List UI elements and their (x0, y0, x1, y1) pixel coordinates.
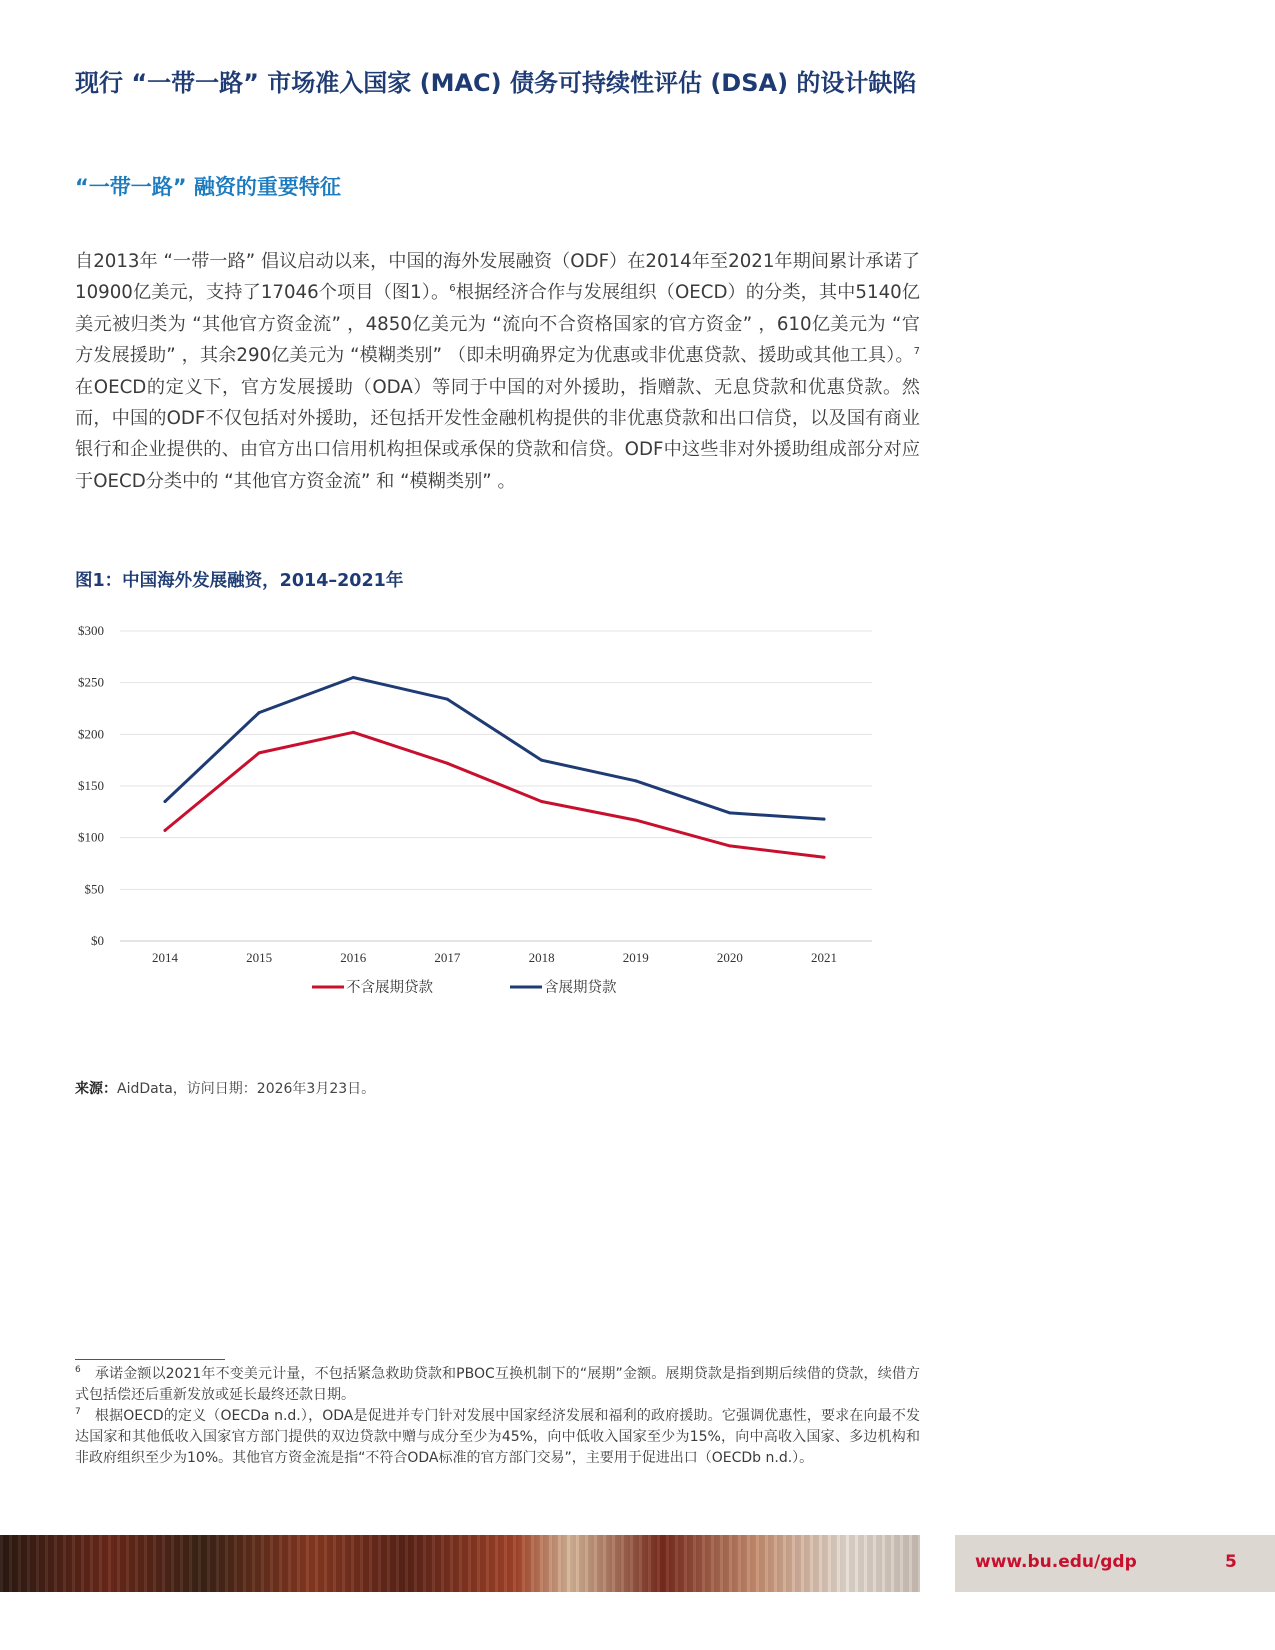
data-point (164, 829, 167, 832)
figure-title: 图1：中国海外发展融资，2014–2021年 (75, 571, 404, 591)
data-point (823, 856, 826, 859)
footnote-7 (75, 1406, 920, 1469)
data-point (446, 762, 449, 765)
y-tick-label: $100 (78, 829, 104, 845)
data-point (634, 819, 637, 822)
data-point (728, 844, 731, 847)
data-point (634, 779, 637, 782)
series-line (165, 678, 824, 820)
data-point (352, 731, 355, 734)
footer-box (955, 1535, 1275, 1592)
data-point (446, 698, 449, 701)
data-point (728, 811, 731, 814)
y-tick-label: $50 (84, 881, 104, 897)
data-point (258, 751, 261, 754)
y-tick-label: $300 (78, 623, 104, 638)
y-tick-label: $200 (78, 726, 104, 742)
line-chart (70, 620, 930, 1040)
data-point (258, 711, 261, 714)
footer-banner-image (0, 1535, 920, 1592)
data-point (823, 818, 826, 821)
footnote-number: 6 (75, 1365, 81, 1376)
x-tick-label: 2021 (811, 950, 837, 965)
x-tick-label: 2015 (246, 950, 273, 965)
page-number: 5 (1225, 1552, 1237, 1572)
body-text-part-1: 自2013年 “一带一路” 倡议启动以来，中国的海外发展融资（ODF）在2014年至2021年期间累计承诺了10900亿美元，支持了17046个项目（图1）。 (75, 251, 920, 304)
body-paragraph (75, 246, 920, 497)
x-tick-label: 2017 (434, 950, 461, 965)
x-tick-label: 2019 (622, 950, 649, 965)
y-tick-label: $150 (78, 778, 104, 793)
body-text-part-2: 根据经济合作与发展组织（OECD）的分类，其中5140亿美元被归类为 “其他官方资金流” ，4850亿美元为 “流向不合资格国家的官方资金” ，610亿美元为 “官方发展援助” ，其余290亿美元为 “模糊类别” （即未明确界定为优惠或非优惠贷款、援助或其他工具）。 (75, 282, 920, 367)
y-tick-label: $0 (91, 933, 104, 948)
source-line (75, 1078, 375, 1098)
footnote-divider (75, 1359, 225, 1360)
x-tick-label: 2018 (528, 950, 555, 965)
footnote-number: 7 (75, 1407, 81, 1418)
data-point (352, 676, 355, 679)
footnote-ref-6[interactable]: 6 (449, 283, 456, 295)
x-tick-label: 2020 (716, 950, 743, 965)
source-text: AidData，访问日期：2026年3月23日。 (117, 1081, 376, 1097)
x-tick-label: 2014 (152, 950, 178, 965)
legend-label: 含展期贷款 (544, 980, 617, 996)
y-tick-label: $250 (78, 674, 104, 690)
data-point (540, 800, 543, 803)
legend-label: 不含展期贷款 (346, 980, 433, 996)
section-heading: “一带一路” 融资的重要特征 (75, 175, 341, 199)
footnote-text: 承诺金额以2021年不变美元计量，不包括紧急救助贷款和PBOC互换机制下的“展期”金额。展期贷款是指到期后续借的贷款，续借方式包括偿还后重新发放或延长最终还款日期。 (75, 1366, 920, 1403)
data-point (540, 759, 543, 762)
footnote-6 (75, 1364, 920, 1406)
footer-url-link[interactable]: www.bu.edu/gdp (975, 1552, 1137, 1572)
x-tick-label: 2016 (340, 950, 367, 965)
footnote-ref-7[interactable]: 7 (913, 346, 920, 358)
document-title: 现行 “一带一路” 市场准入国家 (MAC) 债务可持续性评估 (DSA) 的设计缺陷 (75, 69, 917, 97)
body-text-part-3: 在OECD的定义下，官方发展援助（ODA）等同于中国的对外援助，指赠款、无息贷款和优惠贷款。然而，中国的ODF不仅包括对外援助，还包括开发性金融机构提供的非优惠贷款和出口信贷，以及国有商业银行和企业提供的、由官方出口信用机构担保或承保的贷款和信贷。ODF中这些非对外援助组成部分对应于OECD分类中的 “其他官方资金流” 和 “模糊类别” 。 (75, 376, 920, 492)
series-line (165, 732, 824, 857)
footnote-text: 根据OECD的定义（OECDa n.d.），ODA是促进并专门针对发展中国家经济发展和福利的政府援助。它强调优惠性，要求在向最不发达国家和其他低收入国家官方部门提供的双边贷款中赠与成分至少为45%，向中低收入国家至少为15%，向中高收入国家、多边机构和非政府组织至少为10%。其他官方资金流是指“不符合ODA标准的官方部门交易”，主要用于促进出口（OECDb n.d.）。 (75, 1408, 920, 1466)
footnotes (75, 1364, 920, 1469)
source-label: 来源： (75, 1081, 117, 1097)
data-point (164, 800, 167, 803)
